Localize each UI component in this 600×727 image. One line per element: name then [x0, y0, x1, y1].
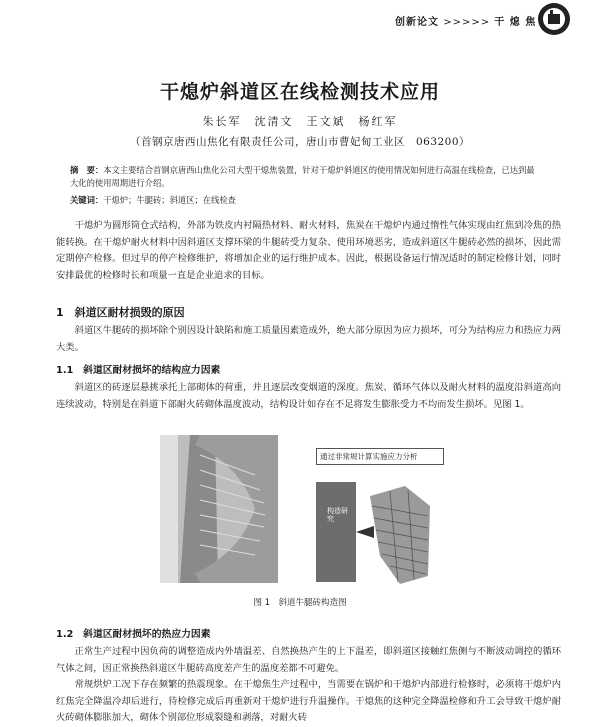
section-1-1-heading: 1.1 斜道区耐材损坏的结构应力因素 — [56, 365, 221, 376]
intro-paragraph: 干熄炉为圆形筒仓式结构，外部为铁皮内衬隔热材料、耐火材料，焦炭在干熄炉内通过惰性气体实现由红焦到冷焦的热能转换。在干熄炉耐火材料中因斜道区支撑环梁的牛腿砖受力复杂、使用环境恶劣，造成斜道区牛腿砖必然的损坏，因此需定期停产检修。但过早的停产检修维护，将增加企业的运行维护成本。因此，根据设备运行情况适时的制定检修计划，同时安排最优的检修时长和项量一直是企业追求的目标。 — [56, 220, 561, 281]
journal-logo-icon — [537, 2, 571, 36]
running-header — [395, 13, 536, 28]
authors: 朱长军 沈清文 王文斌 杨红军 — [202, 115, 398, 128]
section-1-heading: 1 斜道区耐材损毁的原因 — [56, 306, 185, 319]
abstract — [70, 164, 540, 190]
figure-inset-label: 构造研究 — [327, 507, 348, 523]
keywords-text: 干熄炉；牛腿砖；斜道区；在线检查 — [103, 195, 236, 205]
section-1-paragraph: 斜道区牛腿砖的损坏除个别因设计缺陷和施工质量因素造成外，绝大部分原因为应力损坏，可分为结构应力和热应力两大类。 — [56, 325, 561, 353]
keywords-label: 关键词： — [70, 195, 104, 205]
header-section-label: 创新论文 — [395, 17, 439, 28]
furnace-section-figure — [160, 435, 278, 583]
keywords — [70, 194, 540, 206]
abstract-text: 本文主要结合首钢京唐西山焦化公司大型干熄焦装置，针对干熄炉斜道区的使用情况如何进行高温在线检查，已达到最大化的使用周期进行介绍。 — [70, 165, 535, 188]
abstract-label: 摘 要： — [70, 165, 104, 175]
figure-inset-title: 通过非常规计算实施应力分析 — [316, 448, 444, 465]
section-1-2-paragraph-1: 正常生产过程中因负荷的调整造成内外墙温差、自然换热产生的上下温差，即斜道区接触红焦侧与不断波动调控的循环气体之间，因正常换热斜道区牛腿砖高度差产生的温度差都不可避免。 — [56, 646, 561, 674]
header-arrows: >>>>> — [443, 17, 491, 28]
section-1-2-heading: 1.2 斜道区耐材损坏的热应力因素 — [56, 629, 211, 640]
affiliation: （首钢京唐西山焦化有限责任公司，唐山市曹妃甸工业区 063200） — [129, 136, 471, 148]
section-1-2-paragraph-2: 常规烘炉工况下存在频繁的热震现象。在干熄焦生产过程中，当需要在锅炉和干熄炉内部进行检修时，必须将干熄炉内红焦完全降温冷却后进行，待检修完成后再重新对干熄炉进行升温操作。干熄焦的这种完全降温检修和升工会导致干熄炉耐火砖砌体膨胀加大，砌体个别部位形成裂缝和剥落，对耐火砖 — [56, 679, 561, 723]
paper-title: 干熄炉斜道区在线检测技术应用 — [159, 81, 440, 103]
header-journal: 干 熄 焦 — [494, 17, 537, 28]
section-1-1-paragraph: 斜道区的砖逐层悬挑承托上部砌体的荷重，并且逐层改变烟道的深度。焦炭、循环气体以及耐火材料的温度沿斜道高向连续波动，特别是在斜道下部耐火砖砌体温度波动，结构设计如存在不足将发生膨胀受力不均而发生损坏。见图 1。 — [56, 382, 561, 410]
figure-caption: 图 1 斜道牛腿砖构造图 — [253, 598, 347, 608]
